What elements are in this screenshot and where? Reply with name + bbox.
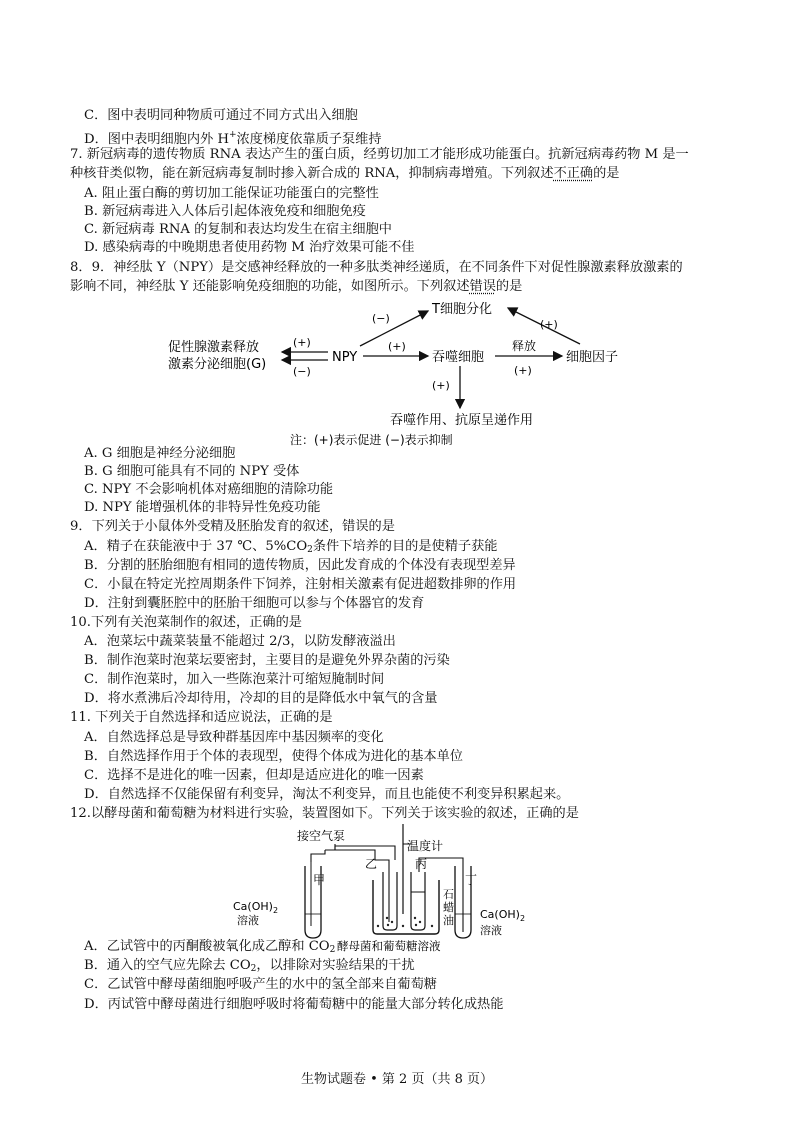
- q10-option-a: A．泡菜坛中蔬菜装量不能超过 2/3，以防发酵液溢出: [84, 634, 396, 649]
- q11-option-c: C．选择不是进化的唯一因素，但却是适应进化的唯一因素: [84, 768, 424, 783]
- effect-label: 吞噬作用、抗原呈递作用: [390, 413, 534, 428]
- tube-bing: [411, 872, 425, 930]
- paraffin-label-1: 石: [443, 888, 454, 901]
- q10-option-b: B．制作泡菜时泡菜坛要密封，主要目的是避免外界杂菌的污染: [84, 653, 450, 668]
- q12-option-c: C．乙试管中酵母菌细胞呼吸产生的水中的氢全部来自葡萄糖: [84, 977, 437, 992]
- caoh-left-line1: $Ca(OH)_2$: [233, 900, 279, 915]
- cytokine-tcell-plus-sign: (+): [540, 318, 558, 331]
- q7-option-a: A. 阻止蛋白酶的剪切加工能保证功能蛋白的完整性: [84, 186, 379, 201]
- q6-option-c: C．图中表明同种物质可通过不同方式出入细胞: [84, 108, 358, 123]
- q7-option-d: D. 感染病毒的中晚期患者使用药物 M 治疗效果可能不佳: [84, 240, 415, 255]
- npy-diagram: [150, 296, 619, 447]
- tube-yi: [383, 872, 397, 930]
- release-label: 释放: [512, 339, 537, 353]
- thermometer-label: 温度计: [407, 839, 444, 853]
- cytokine-label: 细胞因子: [566, 350, 619, 365]
- q11-stem: 11. 下列关于自然选择和适应说法，正确的是: [70, 710, 333, 725]
- q11-option-b: B．自然选择作用于个体的表现型，使得个体成为进化的基本单位: [84, 749, 463, 764]
- pump-pipe: [325, 844, 335, 850]
- phagocyte-label: 吞噬细胞: [432, 350, 485, 365]
- q8-option-a: A. G 细胞是神经分泌细胞: [84, 446, 236, 461]
- q10-option-d: D．将水煮沸后冷却待用，冷却的目的是降低水中氧气的含量: [84, 691, 438, 706]
- air-pump-label: 接空气泵: [297, 829, 346, 843]
- q8-option-b: B. G 细胞可能具有不同的 NPY 受体: [84, 464, 300, 479]
- npy-tcell-minus-sign: (−): [372, 312, 390, 325]
- caoh-left-line2: 溶液: [237, 914, 259, 927]
- npy-phagocyte-plus-sign: (+): [388, 340, 406, 353]
- q6-option-d: D．图中表明细胞内外 H+浓度梯度依靠质子泵维持: [84, 130, 382, 147]
- tube-jia-label: 甲: [313, 873, 326, 887]
- q7-option-b: B. 新冠病毒进入人体后引起体液免疫和细胞免疫: [84, 204, 366, 219]
- g-cell-label-line2: 激素分泌细胞(G): [168, 357, 267, 372]
- q9-option-b: B．分割的胚胎细胞有相同的遗传物质，因此发育成的个体没有表现型差异: [84, 558, 516, 573]
- q12-option-a: A．乙试管中的丙酮酸被氧化成乙醇和 $CO_2$: [84, 939, 336, 955]
- npy-label: NPY: [332, 350, 358, 365]
- q9-option-d: D．注射到囊胚腔中的胚胎干细胞可以参与个体器官的发育: [84, 596, 425, 611]
- yeast-solution-label: 酵母菌和葡萄糖溶液: [337, 939, 441, 953]
- q9-stem: 9．下列关于小鼠体外受精及胚胎发育的叙述，错误的是: [70, 519, 395, 534]
- q8-option-c: C. NPY 不会影响机体对癌细胞的清除功能: [84, 482, 334, 497]
- q12-option-b: B．通入的空气应先除去 $CO_2$，以排除对实验结果的干扰: [84, 958, 415, 974]
- tube-yi-label: 乙: [365, 857, 378, 871]
- pipe-to-yi: [335, 850, 389, 922]
- npy-g-plus-sign: (+): [293, 336, 311, 349]
- phagocyte-cytokine-plus-sign: (+): [514, 364, 532, 377]
- phagocyte-effect-plus-sign: (+): [432, 379, 450, 392]
- q11-option-a: A．自然选择总是导致种群基因库中基因频率的变化: [84, 730, 384, 745]
- pipe-to-jia: [311, 850, 325, 862]
- yeast-apparatus-diagram: [225, 822, 555, 952]
- npy-g-minus-sign: (−): [293, 365, 311, 378]
- t-cell-label: T细胞分化: [432, 302, 492, 317]
- g-cell-label-line1: 促性腺激素释放: [168, 340, 260, 355]
- q7-stem-line1: 7. 新冠病毒的遗传物质 RNA 表达产生的蛋白质，经剪切加工才能形成功能蛋白。抗新冠病毒药物 M 是一: [70, 147, 689, 162]
- diagram-note: 注：(+)表示促进 (−)表示抑制: [290, 433, 453, 447]
- q9-option-a: A．精子在获能液中于 37 ℃、$5\%CO_2$条件下培养的目的是使精子获能: [84, 539, 498, 555]
- q10-option-c: C．制作泡菜时，加入一些陈泡菜汁可缩短腌制时间: [84, 672, 385, 687]
- q7-option-c: C. 新冠病毒 RNA 的复制和表达均发生在宿主细胞中: [84, 222, 392, 237]
- caoh-right-line2: 溶液: [480, 924, 502, 937]
- tube-ding-label: 丁: [465, 873, 478, 887]
- q8-stem-line2: 影响不同，神经肽 Y 还能影响免疫细胞的功能，如图所示。下列叙述错误的是: [70, 279, 523, 294]
- q9-option-c: C．小鼠在特定光控周期条件下饲养，注射相关激素有促进超数排卵的作用: [84, 577, 517, 592]
- q12-option-d: D．丙试管中酵母菌进行细胞呼吸时将葡萄糖中的能量大部分转化成热能: [84, 997, 504, 1012]
- q10-stem: 10.下列有关泡菜制作的叙述，正确的是: [70, 615, 302, 630]
- page-footer: 生物试题卷 • 第 2 页（共 8 页）: [300, 1072, 493, 1087]
- paraffin-label-2: 蜡: [443, 901, 454, 914]
- q8-option-d: D. NPY 能增强机体的非特异性免疫功能: [84, 500, 321, 515]
- paraffin-label-3: 油: [443, 914, 454, 927]
- q8-stem-line1: 8．9．神经肽 Y（NPY）是交感神经释放的一种多肽类神经递质，在不同条件下对促性腺激素释放激素的: [70, 260, 683, 275]
- caoh-right-line1: $Ca(OH)_2$: [480, 908, 526, 923]
- q7-stem-line2: 种核苷类似物，能在新冠病毒复制时掺入新合成的 RNA，抑制病毒增殖。下列叙述不正确的是: [70, 166, 620, 181]
- q11-option-d: D．自然选择不仅能保留有利变异，淘汰不利变异，而且也能使不利变异积累起来。: [84, 787, 570, 802]
- q12-stem: 12.以酵母菌和葡萄糖为材料进行实验，装置图如下。下列关于该实验的叙述，正确的是: [70, 806, 579, 821]
- tube-bing-label: 丙: [415, 857, 428, 871]
